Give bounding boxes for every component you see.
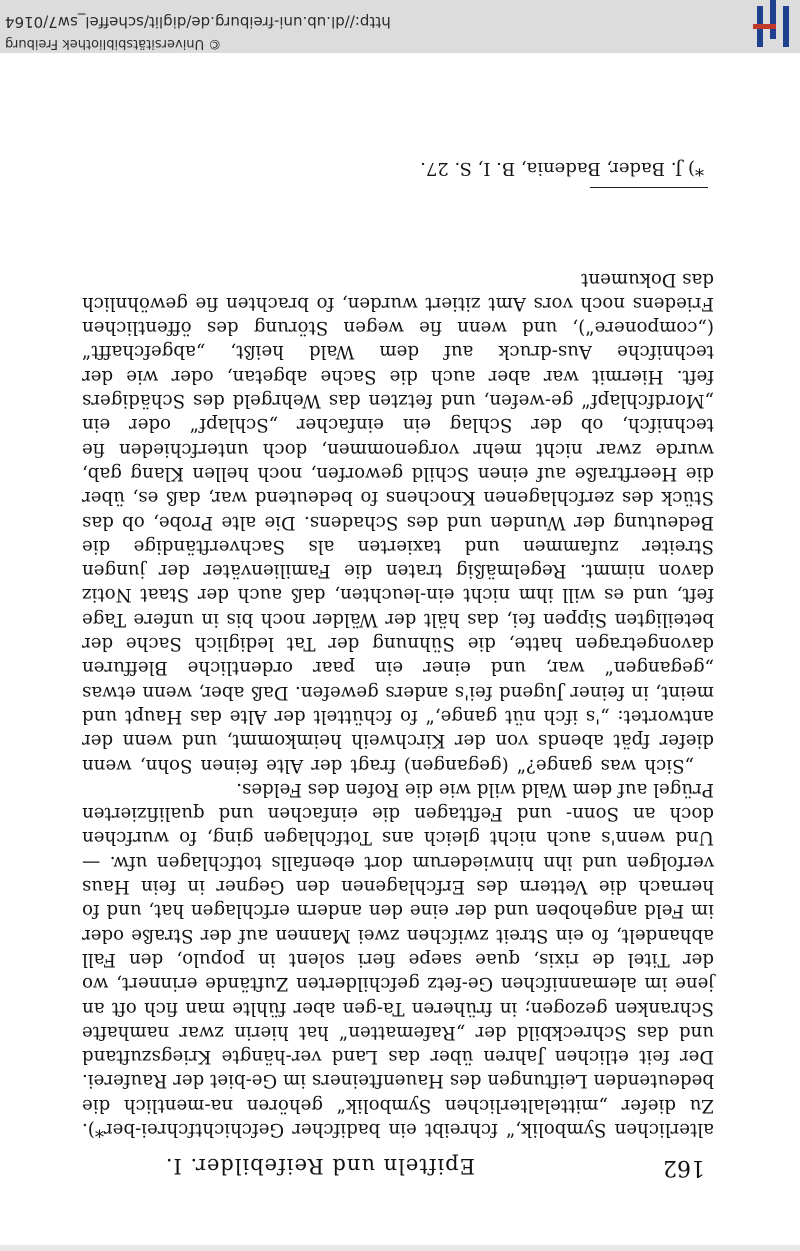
copyright-notice: © Universitätsbibliothek Freiburg	[5, 36, 222, 51]
source-url[interactable]: http://dl.ub.uni-freiburg.de/diglit/scheffel_sw7/0164	[5, 13, 391, 31]
body-text	[82, 266, 714, 1141]
page-header	[85, 1146, 705, 1180]
library-banner	[0, 0, 800, 53]
page-edge-strip	[0, 1245, 800, 1251]
library-logo-icon	[749, 0, 795, 53]
page-number: 162	[663, 1155, 705, 1180]
footnote-rule	[590, 187, 708, 188]
footnote: *) J. Bader, Badenia, B. I, S. 27.	[420, 158, 704, 179]
running-title: Epifteln und Reifebilder. I.	[164, 1154, 475, 1178]
paragraph: „Sich was gange?“ (gegangen) fragt der Alte feinen Sohn, wenn diefer fpät abends von der Kirchweih heimkommt, und wenn der antwortet: „'s ifch nüt gange,“ fo fchüttelt der Alte das Haupt und meint, in feiner Jugend fei's anders gewefen. Daß aber, wenn etwas „gegangen“ war, und einer ein paar ordentliche Bleffuren davongetragen hatte, die Sühnung der Tat lediglich Sache der beteiligten Sippen fei, das hält der Wälder noch bis in unfere Tage feft, und es will ihm nicht ein-leuchten, daß auch der Staat Notiz davon nimmt. Regelmäßig traten die Familienväter der jungen Streiter zufammen und taxierten als Sachverftändige die Bedeutung der Wunden und des Schadens. Die alte Probe, ob das Stück des zerfchlagenen Knochens fo bedeutend war, daß es, über die Heerftraße auf einen Schild geworfen, noch hellen Klang gab, wurde zwar nicht mehr vorgenommen, doch unterfchieden fie technifch, ob der Schlag ein einfacher „Schlapf“ oder ein „Mordfchlapf“ ge-wefen, und fetzten das Wehrgeld des Schädigers feft. Hiermit war aber auch die Sache abgetan, oder wie der technifche Aus-druck auf dem Wald heißt, „abgefchafft“ („componere“), und wenn fie wegen Störung des öffentlichen Friedens noch vors Amt zitiert wurden, fo brachten fie gewöhnlich das Dokument	[82, 268, 714, 776]
paragraph: alterlichen Symbolik,“ fchreibt ein badifcher Gefchichtfchrei-ber*). Zu diefer „mittelalterlichen Symbolik“ gehören na-mentlich die bedeutenden Leiftungen des Hauenfteiners im Ge-biet der Rauferei. Der feit etlichen Jahren über das Land ver-hängte Kriegszuftand und das Schreckbild der „Rafematten“ hat hierin zwar namhafte Schranken gezogen; in früheren Ta-gen aber fühlte man fich oft an jene im alemannifchen Ge-fetz gefchilderten Zuftände erinnert, wo der Titel de rixis, quae saepe fieri solent in populo, den Fall abhandelt, fo ein Streit zwifchen zwei Mannen auf der Straße oder im Feld angehoben und der eine den andern erfchlagen hat, und fo hernach die Vettern des Erfchlagenen den Gegner in fein Haus verfolgen und ihn hinwiederum dort ebenfalls totfchlagen ufw. — Und wenn's auch nicht gleich ans Totfchlagen ging, fo wurfchen doch an Sonn- und Fefttagen die einfachen und qualifizierten Prügel auf dem Wald wild wie die Rofen des Feldes.	[82, 778, 714, 1140]
